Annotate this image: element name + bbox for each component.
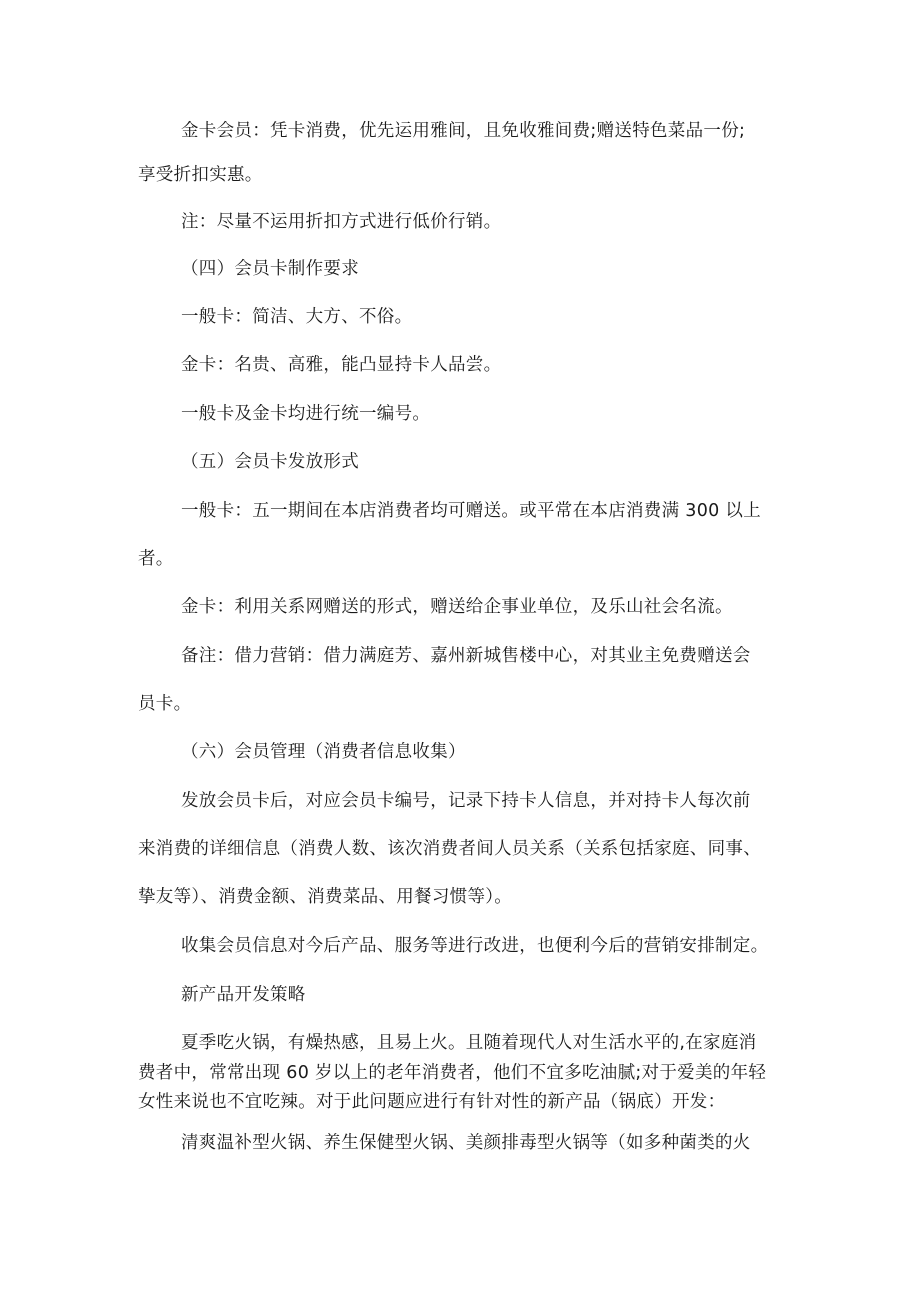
text-line: 注：尽量不运用折扣方式进行低价行销。 — [181, 212, 502, 232]
text-line: 一般卡及金卡均进行统一编号。 — [181, 404, 431, 424]
section-heading: （六）会员管理（消费者信息收集） — [181, 742, 466, 762]
text-line: 金卡：利用关系网赠送的形式，赠送给企事业单位，及乐山社会名流。 — [181, 597, 733, 617]
text-line: 享受折扣实惠。 — [138, 165, 263, 185]
text-line: 夏季吃火锅，有燥热感，且易上火。且随着现代人对生活水平的,在家庭消 — [181, 1033, 757, 1053]
text-line: 金卡：名贵、高雅，能凸显持卡人品尝。 — [181, 355, 502, 375]
text-line: 费者中，常常出现 60 岁以上的老年消费者，他们不宜多吃油腻;对于爱美的年轻 — [138, 1063, 767, 1083]
section-heading: （四）会员卡制作要求 — [181, 259, 359, 279]
text-line: 金卡会员：凭卡消费，优先运用雅间，且免收雅间费;赠送特色菜品一份; — [181, 121, 746, 141]
text-line: 备注：借力营销：借力满庭芳、嘉州新城售楼中心，对其业主免费赠送会 — [181, 646, 751, 666]
text-line: 来消费的详细信息（消费人数、该次消费者间人员关系（关系包括家庭、同事、 — [138, 839, 761, 859]
text-line: 一般卡：五一期间在本店消费者均可赠送。或平常在本店消费满 300 以上 — [181, 501, 762, 521]
text-line: 员卡。 — [138, 694, 192, 714]
text-line: 收集会员信息对今后产品、服务等进行改进，也便利今后的营销安排制定。 — [181, 936, 769, 956]
section-heading: 新产品开发策略 — [181, 985, 306, 1005]
section-heading: （五）会员卡发放形式 — [181, 452, 359, 472]
text-line: 一般卡：简洁、大方、不俗。 — [181, 307, 413, 327]
text-line: 女性来说也不宜吃辣。对于此问题应进行有针对性的新产品（锅底）开发： — [138, 1092, 726, 1112]
text-line: 者。 — [138, 549, 174, 569]
text-line: 挚友等）、消费金额、消费菜品、用餐习惯等）。 — [138, 887, 513, 907]
text-line: 清爽温补型火锅、养生保健型火锅、美颜排毒型火锅等（如多种菌类的火 — [181, 1133, 751, 1153]
text-line: 发放会员卡后，对应会员卡编号，记录下持卡人信息，并对持卡人每次前 — [181, 791, 751, 811]
